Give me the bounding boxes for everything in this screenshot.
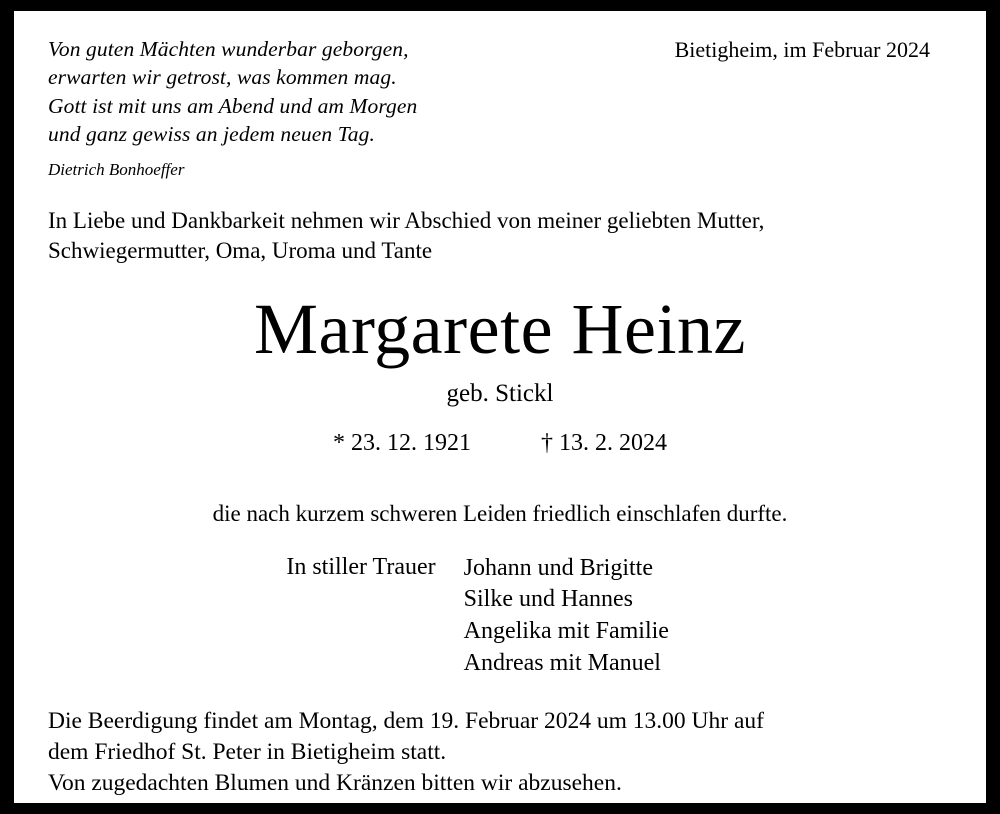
funeral-line: dem Friedhof St. Peter in Bietigheim statt. [48,738,447,765]
deceased-name: Margarete Heinz [254,289,746,370]
verse-block [48,35,417,149]
birth-date: * 23. 12. 1921 [333,429,471,456]
list-item: Andreas mit Manuel [463,649,661,676]
verse-line: Von guten Mächten wunderbar geborgen, [48,37,409,61]
mourners-block [48,553,952,680]
passing-text: die nach kurzem schweren Leiden friedlich einschlafen durfte. [212,500,788,526]
death-date: † 13. 2. 2024 [541,429,667,456]
life-dates [48,430,952,457]
list-item: Silke und Hannes [463,586,633,613]
intro-line: Schwiegermutter, Oma, Uroma und Tante [48,237,433,263]
verse-line: Gott ist mit uns am Abend und am Morgen [48,93,418,118]
verse-line: erwarten wir getrost, was kommen mag. [48,65,397,90]
funeral-line: Von zugedachten Blumen und Kränzen bitten wir abzusehen. [48,769,622,796]
place-and-date: Bietigheim, im Februar 2024 [674,37,930,62]
intro-line: In Liebe und Dankbarkeit nehmen wir Abschied von meiner geliebten Mutter, [48,207,765,233]
list-item: Johann und Brigitte [463,554,653,581]
verse-line: und ganz gewiss an jedem neuen Tag. [48,122,375,147]
notice-frame [12,9,988,805]
funeral-line: Die Beerdigung findet am Montag, dem 19. Februar 2024 um 13.00 Uhr auf [48,707,764,734]
mourners-list [464,553,714,680]
list-item: Angelika mit Familie [463,618,669,645]
intro-text [48,206,952,267]
verse-author: Dietrich Bonhoeffer [48,159,185,179]
notice-header [48,35,952,149]
maiden-name: geb. Stickl [446,379,554,407]
funeral-details [48,706,952,799]
mourning-label: In stiller Trauer [286,553,436,580]
